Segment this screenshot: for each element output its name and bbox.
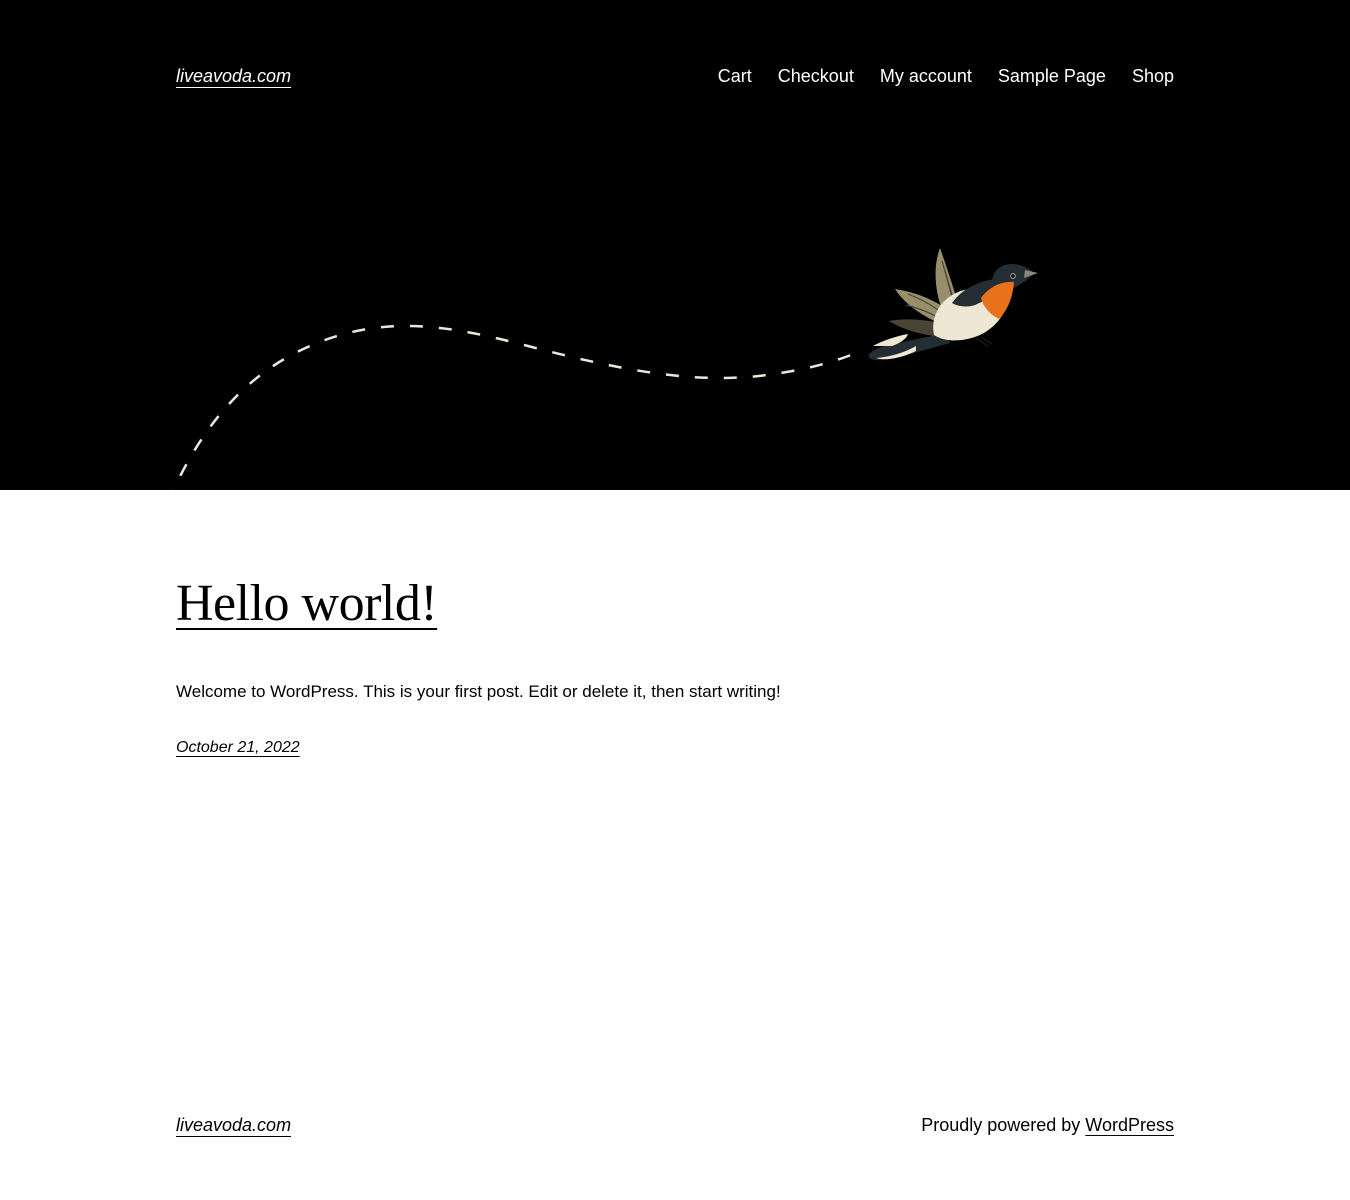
- post-date-link[interactable]: October 21, 2022: [176, 738, 300, 756]
- post-excerpt: Welcome to WordPress. This is your first post. Edit or delete it, then start writing!: [176, 681, 781, 701]
- nav-item-sample-page[interactable]: Sample Page: [997, 66, 1106, 86]
- post-title-link[interactable]: Hello world!: [176, 575, 438, 632]
- nav-item-checkout[interactable]: Checkout: [777, 66, 854, 86]
- site-header: [176, 0, 1174, 87]
- primary-nav: [718, 66, 1174, 87]
- post-date: [176, 739, 1174, 757]
- powered-by-text: Proudly powered by: [921, 1115, 1086, 1135]
- post-article: [176, 490, 1174, 757]
- nav-item-my-account[interactable]: My account: [879, 66, 972, 86]
- bird-icon: [869, 248, 1038, 360]
- wordpress-link[interactable]: WordPress: [1085, 1115, 1174, 1135]
- site-title-link[interactable]: liveavoda.com: [176, 66, 292, 86]
- site-footer: [176, 1115, 1174, 1200]
- powered-by: [921, 1115, 1174, 1136]
- main-content-area: [0, 490, 1350, 1200]
- footer-site-link[interactable]: liveavoda.com: [176, 1115, 292, 1135]
- nav-item-cart[interactable]: Cart: [717, 66, 752, 86]
- nav-item-shop[interactable]: Shop: [1131, 66, 1174, 86]
- dashed-flight-path-icon: [168, 326, 862, 490]
- post-title: [176, 574, 1174, 634]
- header-hero-section: [0, 0, 1350, 490]
